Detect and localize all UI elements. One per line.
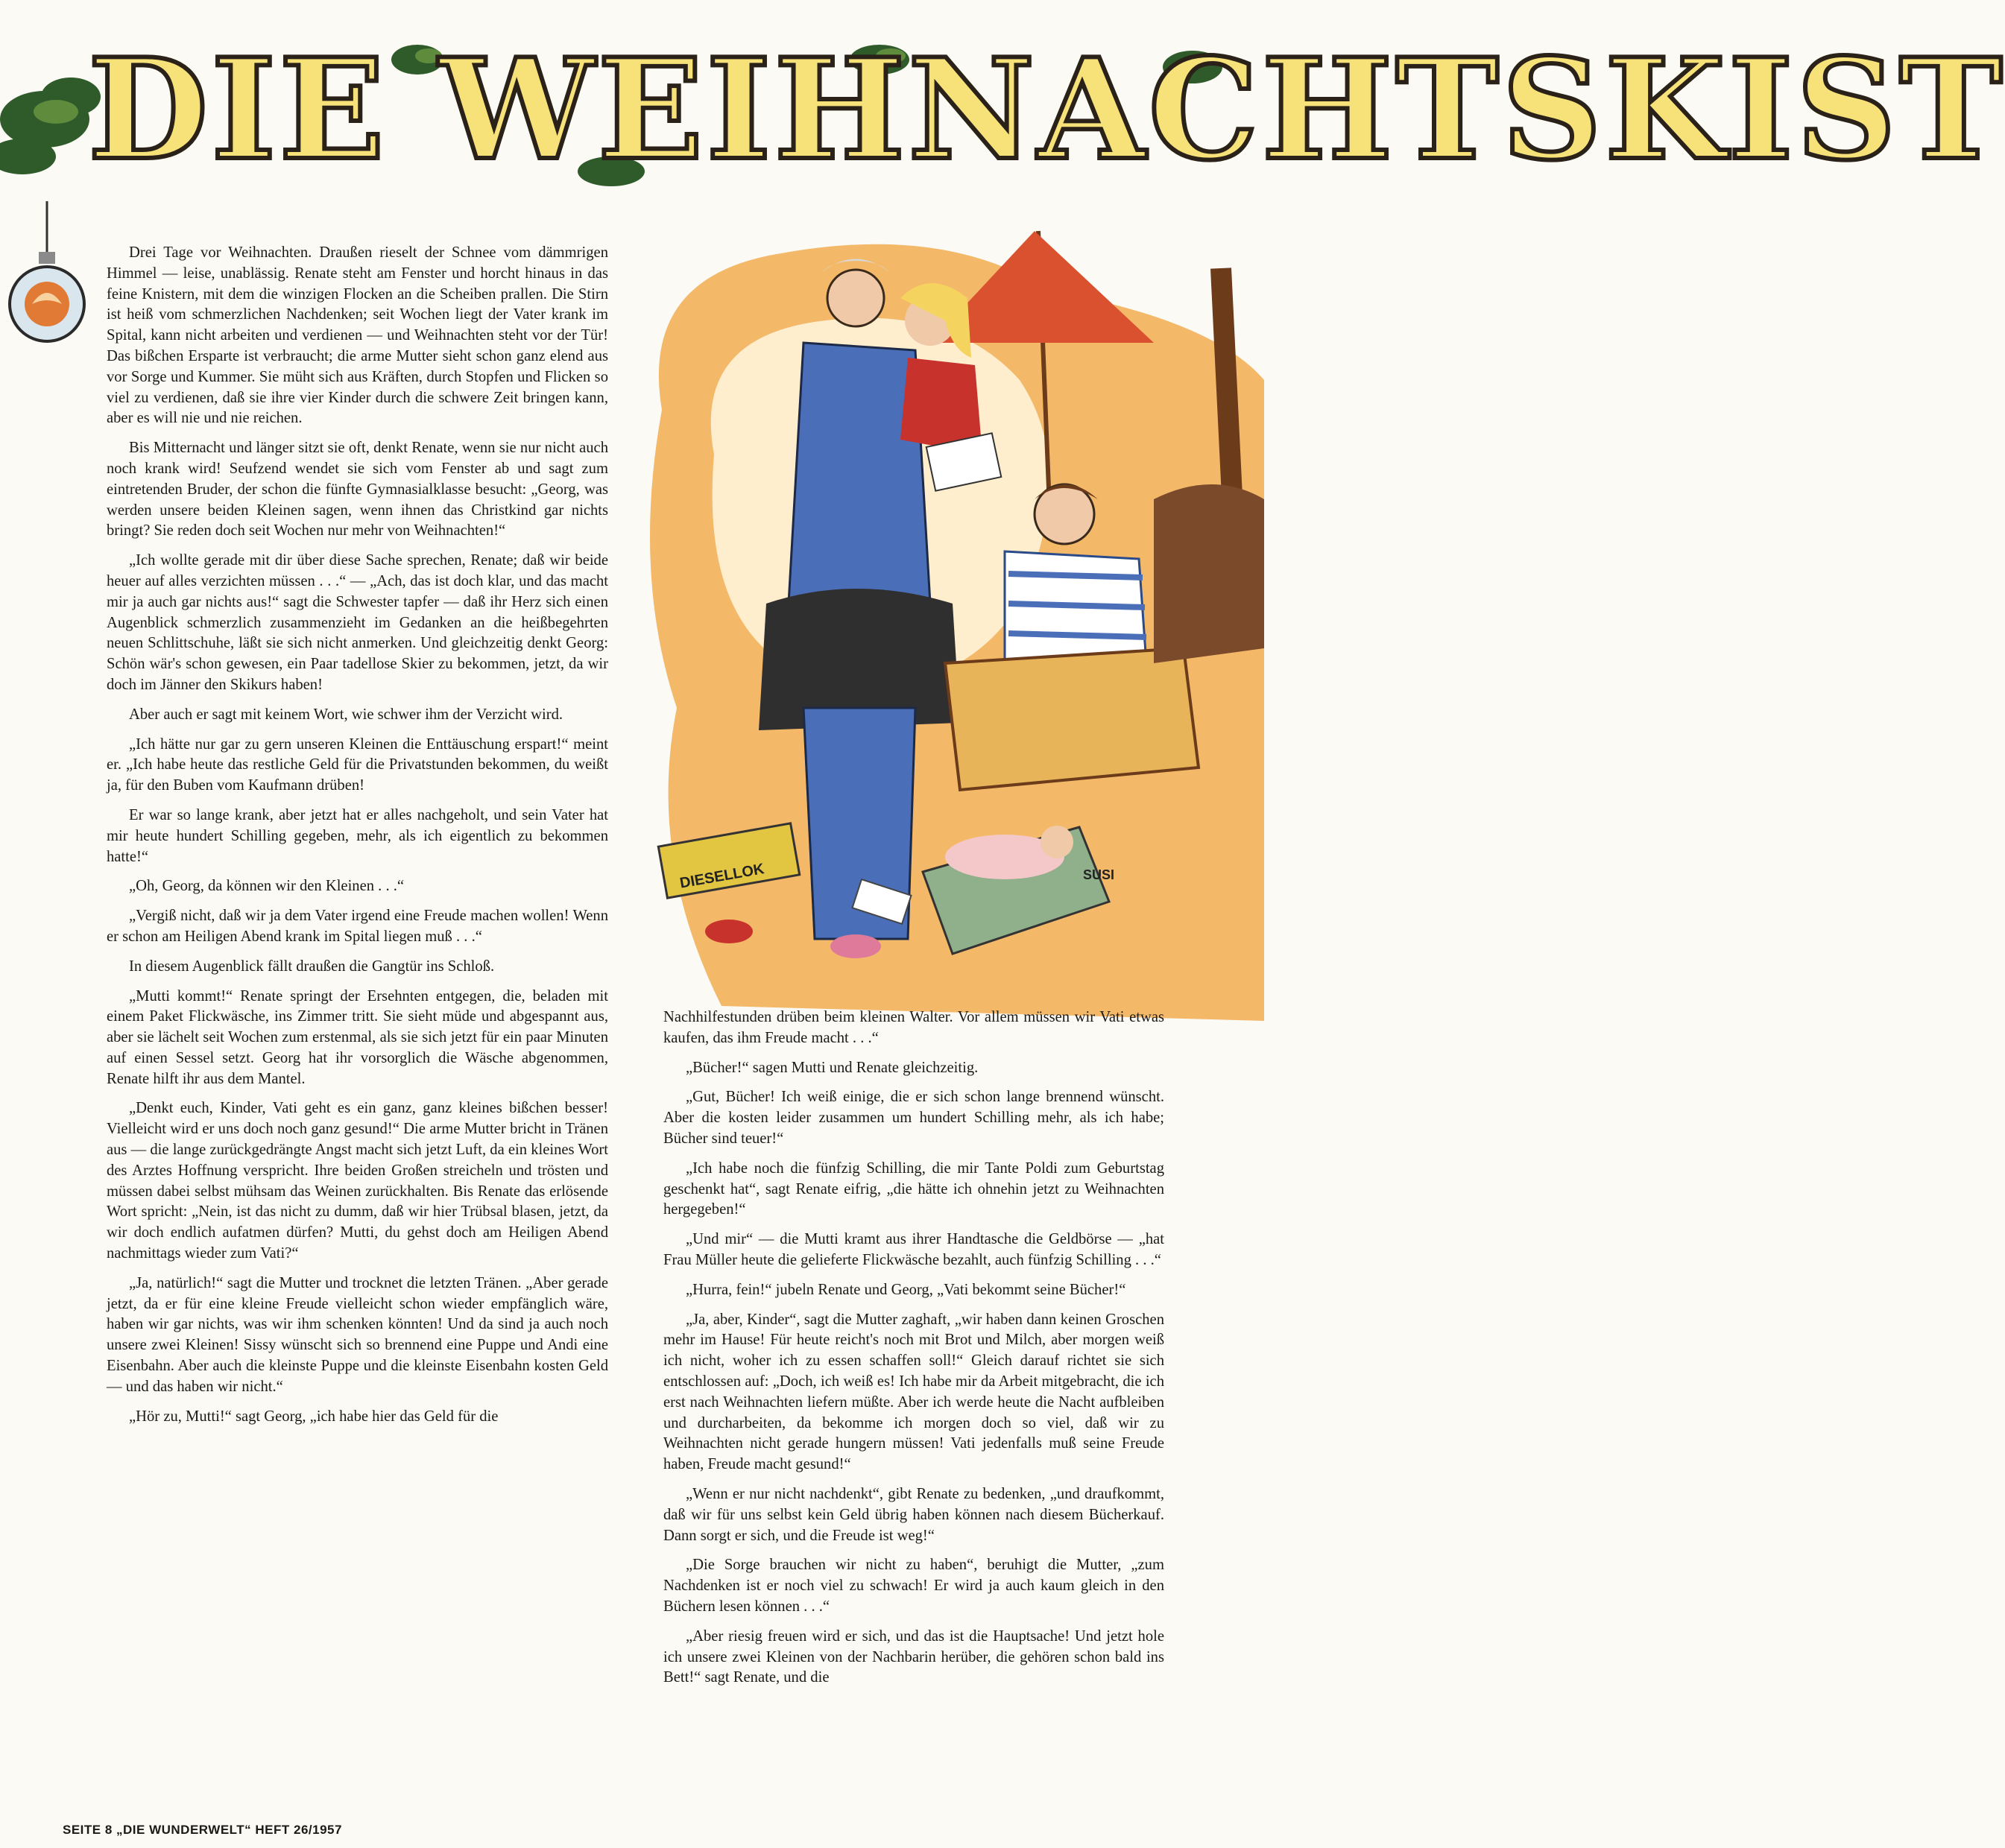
story-title: DIE WEIHNACHTSKIST [88, 28, 2005, 191]
paragraph: „Bücher!“ sagen Mutti und Renate gleichzeitig. [686, 1059, 979, 1076]
paragraph: „Hör zu, Mutti!“ sagt Georg, „ich habe hier das Geld für die [129, 1408, 499, 1425]
right-text-column [663, 1007, 1164, 1697]
paragraph: Aber auch er sagt mit keinem Wort, wie schwer ihm der Verzicht wird. [129, 706, 563, 723]
paragraph: „Ich wollte gerade mit dir über diese Sache sprechen, Renate; daß wir beide heuer auf alles verzichten müssen . . .“ — „Ach, das ist doch klar, und das macht mir ja auch gar nichts aus!“ sagt die Schwester tapfer — daß ihr Herz sich einen Augenblick schmerzlich zusammenzieht im Gedanken an die heißbegehrten neuen Schlittschuhe, läßt sie sich nicht anmerken. Und gleichzeitig denkt Georg: Schön wär's schon gewesen, ein Paar tadellose Skier zu bekommen, jetzt, da wir doch im Jänner den Skikurs haben! [107, 552, 608, 693]
paragraph: „Und mir“ — die Mutti kramt aus ihrer Handtasche die Geldbörse — „hat Frau Müller heute die gelieferte Flickwäsche bezahlt, auch fünfzig Schilling . . .“ [663, 1231, 1164, 1268]
paragraph: „Aber riesig freuen wird er sich, und das ist die Hauptsache! Und jetzt hole ich unsere zwei Kleinen von der Nachbarin herüber, die gehören schon bald ins Bett!“ sagt Renate, und die [663, 1627, 1164, 1686]
title-banner [0, 28, 2005, 201]
paragraph: „Ich habe noch die fünfzig Schilling, die mir Tante Poldi zum Geburtstag geschenkt hat“, sagt Renate eifrig, „die hätte ich ohnehin jetzt zu Weihnachten hergegeben!“ [663, 1159, 1164, 1218]
paragraph: In diesem Augenblick fällt draußen die Gangtür ins Schloß. [129, 958, 495, 975]
paragraph: Er war so lange krank, aber jetzt hat er alles nachgeholt, und sein Vater hat mir heute hundert Schilling gegeben, mehr, als ich eigentlich zu bekommen hatte!“ [107, 806, 608, 865]
page-footer: SEITE 8 „DIE WUNDERWELT“ HEFT 26/1957 [63, 1823, 342, 1837]
box-label: DIESELLOK [678, 861, 765, 892]
left-text-column [107, 243, 608, 1436]
paragraph: Drei Tage vor Weihnachten. Draußen rieselt der Schnee vom dämmrigen Himmel — leise, unablässig. Renate steht am Fenster und horcht hinaus in das feine Knistern, mit dem die winzigen Flocken an die Scheiben prallen. Die Stirn ist heiß vom schmerzlichen Nachdenken; seit Wochen liegt der Vater krank im Spital, kann nicht arbeiten und verdienen — und Weihnachten steht vor der Tür! Das bißchen Ersparte ist verbraucht; die arme Mutter sieht schon ganz elend aus vor Sorge und Kummer. Sie müht sich aus Kräften, durch Stopfen und Flicken so viel zu verdienen, daß sie ihre vier Kinder durch die schwere Zeit bringen kann, aber es will nie und nie reichen. [107, 244, 608, 427]
paragraph: „Ich hätte nur gar zu gern unseren Kleinen die Enttäuschung erspart!“ meint er. „Ich habe heute das restliche Geld für die Privatstunden bekommen, du weißt ja, für den Buben vom Kaufmann drüben! [107, 735, 608, 794]
paragraph: „Oh, Georg, da können wir den Kleinen . . .“ [129, 878, 405, 895]
family-illustration [632, 186, 1264, 1021]
christmas-ornament-icon [6, 201, 88, 350]
paragraph: „Gut, Bücher! Ich weiß einige, die er sich schon lange brennend wünscht. Aber die kosten leider zusammen um hundert Schilling mehr, als ich habe; Bücher sind teuer!“ [663, 1089, 1164, 1147]
paragraph: „Hurra, fein!“ jubeln Renate und Georg, „Vati bekommt seine Bücher!“ [686, 1281, 1126, 1298]
paragraph: „Vergiß nicht, daß wir ja dem Vater irgend eine Freude machen wollen! Wenn er schon am Heiligen Abend krank im Spital liegen muß . . .“ [107, 908, 608, 945]
paragraph: „Denkt euch, Kinder, Vati geht es ein ganz, ganz kleines bißchen besser! Vielleicht wird er uns doch noch ganz gesund!“ Die arme Mutter bricht in Tränen aus — die lange zurückgedrängte Angst macht sich jetzt Luft, da ein kleines Wort des Arztes Hoffnung verspricht. Ihre beiden Großen streicheln und trösten und müssen dabei selbst mühsam das Weinen zurückhalten. Bis Renate das erlösende Wort spricht: „Nein, ist das nicht zu dumm, daß wir hier Trübsal blasen, jetzt, da wir doch endlich aufatmen dürfen? Mutti, du gehst doch am Heiligen Abend nachmittags wieder zum Vati?“ [107, 1100, 608, 1262]
paragraph: „Ja, natürlich!“ sagt die Mutter und trocknet die letzten Tränen. „Aber gerade jetzt, da er für eine kleine Freude vielleicht schon wieder empfänglich wäre, haben wir gar nichts, was wir ihm schenken könnten! Und da sind ja auch noch unsere zwei Kleinen! Sissy wünscht sich so brennend eine Puppe und Andi eine Eisenbahn. Aber auch die kleinste Puppe und die kleinste Eisenbahn kosten Geld — und das haben wir nicht.“ [107, 1274, 608, 1395]
paragraph: „Die Sorge brauchen wir nicht zu haben“, beruhigt die Mutter, „zum Nachdenken ist er noch viel zu schwach! Er wird ja auch kaum gleich in den Büchern lesen können . . .“ [663, 1557, 1164, 1615]
paragraph: Bis Mitternacht und länger sitzt sie oft, denkt Renate, wenn sie nur nicht auch noch krank wird! Seufzend wendet sie sich vom Fenster ab und sagt zum eintretenden Bruder, der schon die fünfte Gymnasialklasse besucht: „Georg, was werden unsere beiden Kleinen sagen, wenn ihnen das Christkind gar nichts bringt? Sie reden doch seit Wochen nur mehr von Weihnachten!“ [107, 440, 608, 539]
paragraph: „Ja, aber, Kinder“, sagt die Mutter zaghaft, „wir haben dann keinen Groschen mehr im Hause! Für heute reicht's noch mit Brot und Milch, aber morgen weiß ich nicht, woher ich zu essen schaffen soll!“ Gleich darauf richtet sie sich entschlossen auf: „Doch, ich weiß es! Ich habe mir da Arbeit mitgebracht, die ich erst nach Weihnachten liefern müßte. Aber ich werde heute die Nacht aufbleiben und durcharbeiten, da bekomme ich morgen doch so viel, daß wir zu Weihnachten nicht gerade hungern müssen! Vati jedenfalls muß seine Freude haben, Freude macht gesund!“ [663, 1311, 1164, 1473]
paragraph: „Wenn er nur nicht nachdenkt“, gibt Renate zu bedenken, „und draufkommt, daß wir für uns selbst kein Geld übrig haben können nach diesem Bücherkauf. Dann sorgt er sich, und die Freude ist weg!“ [663, 1485, 1164, 1544]
paragraph: Nachhilfestunden drüben beim kleinen Walter. Vor allem müssen wir Vati etwas kaufen, das ihm Freude macht . . .“ [663, 1009, 1164, 1046]
gift-label: SUSI [1083, 867, 1115, 882]
paragraph: „Mutti kommt!“ Renate springt der Ersehnten entgegen, die, beladen mit einem Paket Flickwäsche, ins Zimmer tritt. Sie sieht müde und abgespannt aus, aber sie lächelt seit Wochen zum erstenmal, als sie sich jetzt für ein paar Minuten auf einen Sessel setzt. Georg hat ihr vorsorglich die Wäsche abgenommen, Renate hilft ihr aus dem Mantel. [107, 987, 608, 1087]
